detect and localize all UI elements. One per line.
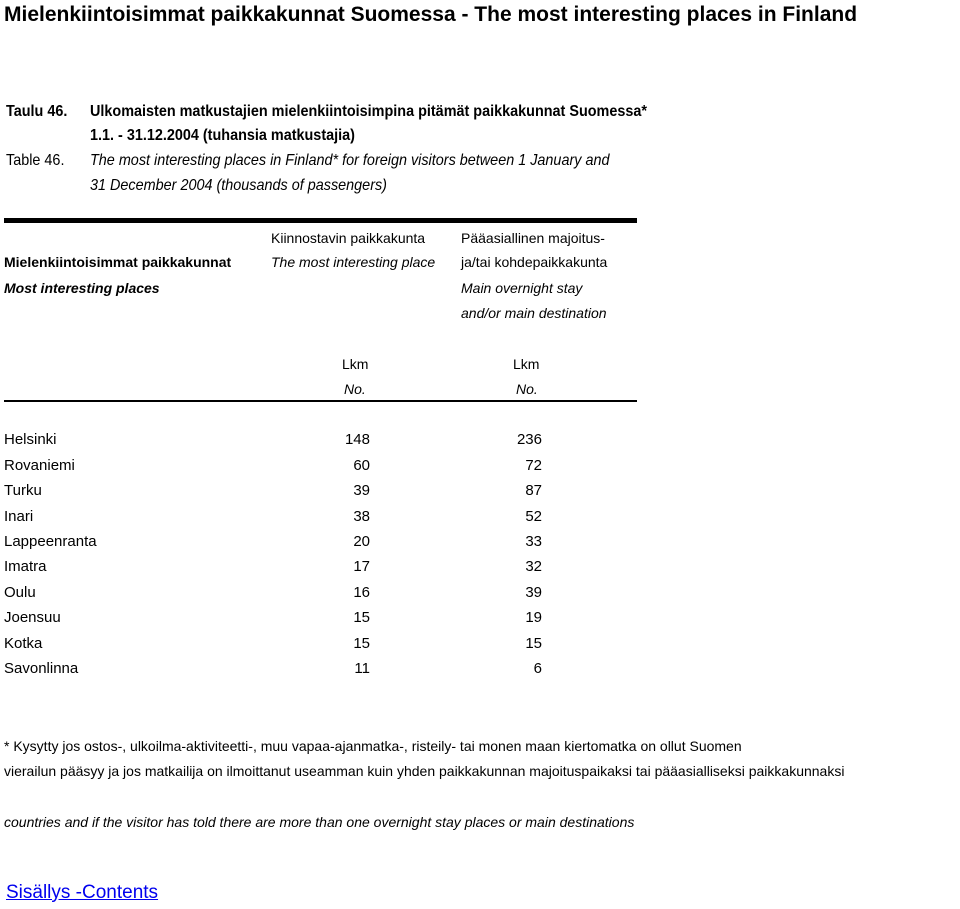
footnote-fi-line1: * Kysytty jos ostos-, ulkoilma-aktiviteetti-, muu vapaa-ajanmatka-, risteily- tai monen maan kiertomatka on ollut Suomen xyxy=(4,738,742,754)
row-overnight-value: 19 xyxy=(525,609,542,626)
row-overnight-value: 32 xyxy=(525,558,542,575)
table-caption-en-line2: 31 December 2004 (thousands of passengers) xyxy=(90,177,387,194)
row-overnight-value: 52 xyxy=(525,508,542,525)
footnote-fi-line2: vierailun pääsyy ja jos matkailija on ilmoittanut useamman kuin yhden paikkakunnan majoituspaikaksi tai pääasialliseksi paikkakunnaksi xyxy=(4,763,845,779)
row-interesting-value: 39 xyxy=(353,482,370,499)
table-header-rule xyxy=(4,400,637,402)
col3-header-fi-1: Pääasiallinen majoitus- xyxy=(461,230,605,246)
page-title: Mielenkiintoisimmat paikkakunnat Suomessa - The most interesting places in Finland xyxy=(4,3,858,26)
row-interesting-value: 11 xyxy=(354,660,370,677)
row-place: Savonlinna xyxy=(4,660,79,677)
row-interesting-value: 38 xyxy=(353,508,370,525)
table-label-en: Table 46. xyxy=(6,152,65,169)
col1-header-fi: Mielenkiintoisimmat paikkakunnat xyxy=(4,254,232,270)
table-caption-en-line1: The most interesting places in Finland* for foreign visitors between 1 January and xyxy=(90,152,610,169)
row-place: Kotka xyxy=(4,635,43,652)
row-overnight-value: 236 xyxy=(516,431,542,448)
row-overnight-value: 33 xyxy=(525,533,542,550)
table-label-fi: Taulu 46. xyxy=(6,103,68,120)
contents-link[interactable]: Sisällys -Contents xyxy=(6,882,159,903)
row-place: Lappeenranta xyxy=(4,533,97,550)
col3-header-en-1: Main overnight stay xyxy=(461,280,583,296)
row-interesting-value: 15 xyxy=(353,609,370,626)
row-place: Inari xyxy=(4,508,34,525)
col2-header-fi: Kiinnostavin paikkakunta xyxy=(271,230,426,246)
col3-header-en-2: and/or main destination xyxy=(461,305,607,321)
row-place: Imatra xyxy=(4,558,47,575)
col2-header-en: The most interesting place xyxy=(271,254,436,270)
row-place: Oulu xyxy=(4,584,36,601)
row-overnight-value: 72 xyxy=(525,457,542,474)
row-overnight-value: 39 xyxy=(525,584,542,601)
row-place: Helsinki xyxy=(4,431,57,448)
row-interesting-value: 17 xyxy=(353,558,370,575)
table-caption-fi-line2: 1.1. - 31.12.2004 (tuhansia matkustajia) xyxy=(90,127,355,144)
row-interesting-value: 60 xyxy=(353,457,370,474)
col3-header-fi-2: ja/tai kohdepaikkakunta xyxy=(461,254,608,270)
row-place: Rovaniemi xyxy=(4,457,75,474)
table-top-rule xyxy=(4,218,637,223)
row-place: Turku xyxy=(4,482,42,499)
col3-unit-en: No. xyxy=(516,381,538,397)
row-overnight-value: 87 xyxy=(525,482,542,499)
col2-unit-fi: Lkm xyxy=(342,356,369,372)
row-interesting-value: 148 xyxy=(344,431,370,448)
table-caption-fi-line1: Ulkomaisten matkustajien mielenkiintoisimpina pitämät paikkakunnat Suomessa* xyxy=(90,103,647,120)
footnote-en-line: countries and if the visitor has told there are more than one overnight stay places or main destinations xyxy=(4,814,635,830)
row-interesting-value: 16 xyxy=(353,584,370,601)
row-overnight-value: 15 xyxy=(525,635,542,652)
row-place: Joensuu xyxy=(4,609,61,626)
row-overnight-value: 6 xyxy=(533,660,542,677)
row-interesting-value: 20 xyxy=(353,533,370,550)
col2-unit-en: No. xyxy=(344,381,366,397)
col3-unit-fi: Lkm xyxy=(513,356,540,372)
row-interesting-value: 15 xyxy=(353,635,370,652)
col1-header-en: Most interesting places xyxy=(4,280,160,296)
